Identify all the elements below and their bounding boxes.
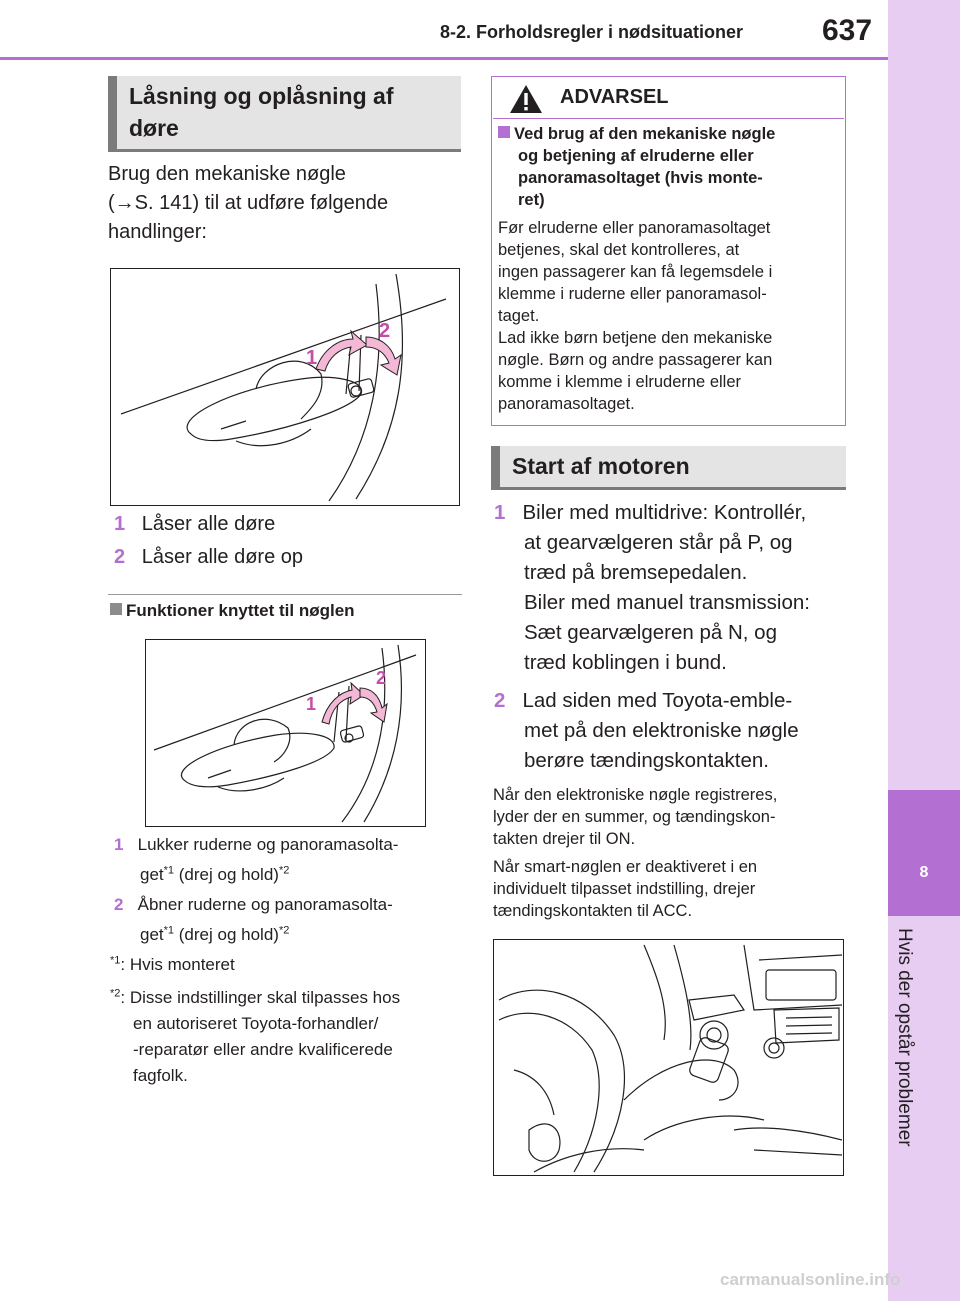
arrow-icon: → bbox=[114, 192, 135, 214]
list-item: 1 Biler med multidrive: Kontrollér, at gearvælgeren står på P, og træd på bremsepedalen. Biler med manuel transmission: Sæt gearvælgeren på N, og træd koblingen i bund. bbox=[494, 501, 810, 674]
list-item: 2 Lad siden med Toyota-emble- met på den elektroniske nøgle berøre tændingskontakten. bbox=[494, 689, 799, 772]
list-item: 1 Låser alle døre bbox=[114, 513, 276, 535]
heading-start-engine: Start af motoren bbox=[491, 446, 846, 490]
steering-wheel-ignition-drawing bbox=[494, 940, 842, 1174]
square-bullet-icon bbox=[498, 126, 510, 138]
door-handle-illustration-2 bbox=[145, 639, 426, 827]
list-item: 1 Lukker ruderne og panoramasolta- get$^{*1}$ (drej og hold)$^{*2}$ bbox=[114, 835, 399, 884]
page-number: 637 bbox=[822, 14, 873, 47]
chapter-label: Hvis der opstår problemer bbox=[894, 928, 915, 1147]
door-handle-drawing-2 bbox=[146, 640, 424, 825]
paragraph-key-registered: Når den elektroniske nøgle registreres, lyder der en summer, og tændingskon- takten drejer til ON. bbox=[493, 786, 778, 848]
illus2-label-2: 2 bbox=[376, 668, 387, 688]
illus2-label-1: 1 bbox=[306, 694, 317, 714]
list-window-functions bbox=[114, 832, 464, 948]
header-rule bbox=[0, 57, 888, 60]
list-item: 2 Åbner ruderne og panoramasolta- get$^{*1}$ (drej og hold)$^{*2}$ bbox=[114, 895, 393, 944]
list-start-engine bbox=[494, 498, 854, 776]
warning-body: Før elruderne eller panoramasoltaget betjenes, skal det kontrolleres, at ingen passagerer kan få legemsdele i klemme i ruderne eller panoramasol- taget. Lad ikke børn betjene den mekaniske nøgle. Børn og andre passagerer kan komme i klemme i elruderne eller panoramasoltaget. bbox=[498, 219, 773, 413]
warning-title: ADVARSEL bbox=[560, 86, 669, 108]
chapter-number: 8 bbox=[919, 864, 929, 881]
intro-text: Brug den mekaniske nøgle (→S. 141) til at udføre følgende handlinger: bbox=[108, 163, 389, 243]
door-handle-drawing bbox=[111, 269, 458, 504]
footnote-2: $^{*2}$: Disse indstillinger skal tilpasses hos en autoriseret Toyota-forhandler/ -reparatør eller andre kvalificerede fagfolk. bbox=[110, 987, 401, 1085]
section-title: 8-2. Forholdsregler i nødsituationer bbox=[440, 22, 744, 42]
square-bullet-icon bbox=[110, 603, 122, 615]
heading-locking-doors: Låsning og oplåsning af døre bbox=[108, 76, 461, 152]
door-handle-illustration-1 bbox=[110, 268, 460, 506]
list-lock-unlock bbox=[114, 509, 464, 572]
warning-subheading: Ved brug af den mekaniske nøgle og betjening af elruderne eller panoramasoltaget (hvis monte- ret) bbox=[498, 123, 836, 211]
chapter-tab[interactable] bbox=[888, 790, 960, 916]
warning-triangle-icon bbox=[508, 83, 544, 120]
list-item: 2 Låser alle døre op bbox=[114, 546, 303, 568]
paragraph-smart-key-deactivated: Når smart-nøglen er deaktiveret i en individuelt tilpasset indstilling, drejer tændingskontakten til ACC. bbox=[493, 858, 758, 920]
ignition-illustration bbox=[493, 939, 844, 1176]
footnote-1: $^{*1}$: Hvis monteret bbox=[110, 954, 235, 974]
illus1-label-1: 1 bbox=[306, 347, 318, 369]
watermark: carmanualsonline.info bbox=[720, 1270, 901, 1289]
illus1-label-2: 2 bbox=[379, 320, 391, 342]
subheading-key-functions: Funktioner knyttet til nøglen bbox=[110, 601, 355, 621]
divider bbox=[108, 594, 462, 595]
